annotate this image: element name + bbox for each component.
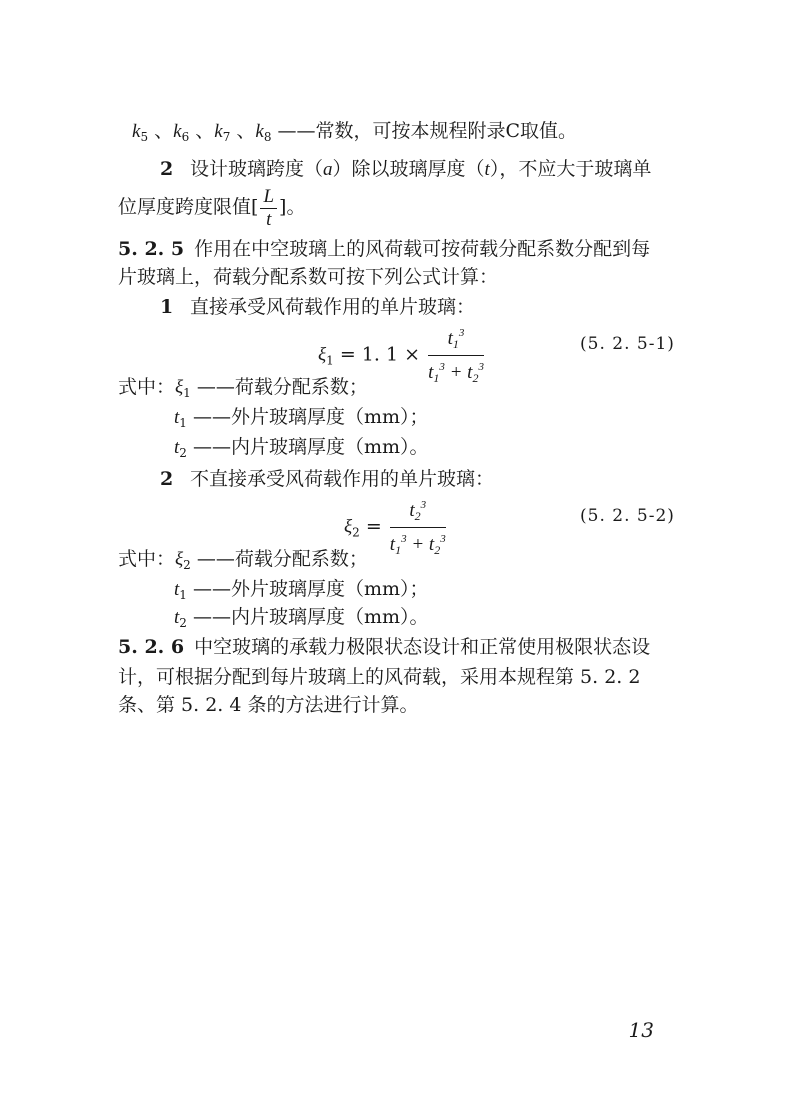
item-2-line-1: 2 设计玻璃跨度（a）除以玻璃厚度（t），不应大于玻璃单	[160, 158, 652, 180]
equation-5-2-5-1: $\xi_1 = 1$. 1 × $\frac{t_1^3}{t_1^3 + t_2^3}$	[318, 322, 486, 389]
where-2-line-2: $t_1$ ——外片玻璃厚度（mm）；	[174, 578, 429, 602]
equation-number-1: (5. 2. 5-1)	[580, 334, 675, 354]
equation-number-2: (5. 2. 5-2)	[580, 506, 675, 526]
where-2-line-1: 式中：$\xi_2$ ——荷载分配系数；	[118, 548, 368, 572]
where-1-line-1: 式中：$\xi_1$ ——荷载分配系数；	[118, 376, 368, 400]
item-1-line: 1 直接承受风荷载作用的单片玻璃：	[160, 296, 476, 318]
section-5-2-6-line-2: 计，可根据分配到每片玻璃上的风荷载，采用本规程第 5. 2. 2	[118, 666, 641, 688]
section-5-2-6-line-1: 5. 2. 6 中空玻璃的承载力极限状态设计和正常使用极限状态设	[118, 636, 651, 658]
section-5-2-5-line-2: 片玻璃上，荷载分配系数可按下列公式计算：	[118, 266, 499, 288]
section-number: 5. 2. 5	[118, 238, 185, 260]
section-number: 5. 2. 6	[118, 636, 185, 658]
item-number: 2	[160, 158, 174, 180]
span-limit-fraction: $\frac{L}{t}$	[260, 186, 277, 231]
constants-description: ——常数，可按本规程附录C取值。	[277, 120, 578, 142]
item-2b-line: 2 不直接承受风荷载作用的单片玻璃：	[160, 468, 495, 490]
section-5-2-6-line-3: 条、第 5. 2. 4 条的方法进行计算。	[118, 694, 419, 716]
constants-line: $k_5$ 、$k_6$ 、$k_7$ 、$k_8$ ——常数，可按本规程附录C取值。	[132, 120, 578, 144]
page-number: 13	[628, 1018, 654, 1042]
item-2-line-2: 位厚度跨度限值[ $\frac{L}{t}$ ]。	[118, 185, 306, 230]
section-5-2-5-line-1: 5. 2. 5 作用在中空玻璃上的风荷载可按荷载分配系数分配到每	[118, 238, 651, 260]
where-2-line-3: $t_2$ ——内片玻璃厚度（mm）。	[174, 606, 429, 630]
equation-5-2-5-2: $\xi_2$ = $\frac{t_2^3}{t_1^3 + t_2^3}$	[344, 494, 448, 561]
where-1-line-2: $t_1$ ——外片玻璃厚度（mm）；	[174, 406, 429, 430]
eq2-fraction: $\frac{t_2^3}{t_1^3 + t_2^3}$	[390, 494, 446, 561]
eq1-fraction: $\frac{t_1^3}{t_1^3 + t_2^3}$	[428, 322, 484, 389]
where-1-line-3: $t_2$ ——内片玻璃厚度（mm）。	[174, 436, 429, 460]
